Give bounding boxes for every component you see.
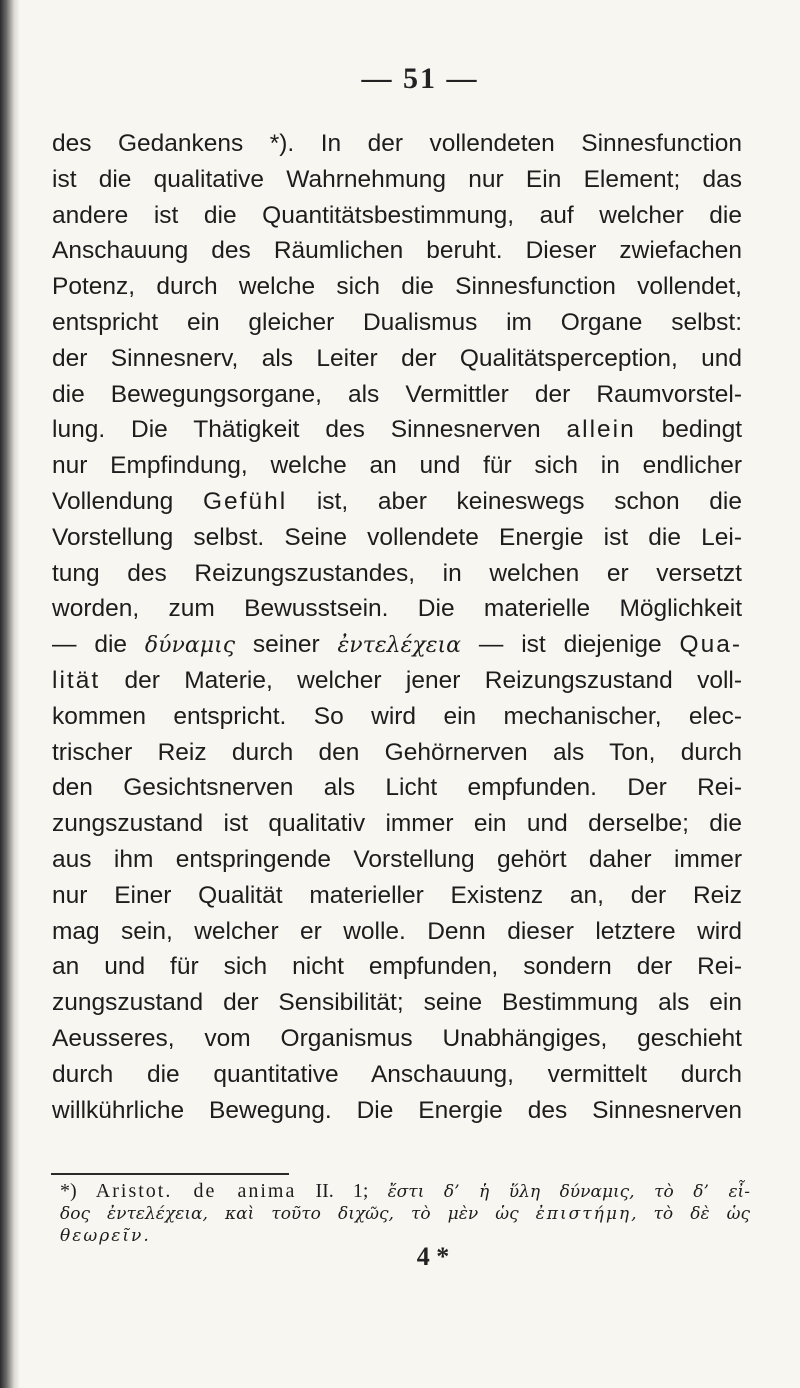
text-line-16-after: der Materie, welcher jener Reizungszustand voll- bbox=[100, 666, 742, 694]
footnote-greek-2a: δος ἐντελέχεια, καὶ τοῦτο διχῶς, τὸ μὲν ὡς bbox=[60, 1204, 536, 1224]
text-line-3: andere ist die Quantitätsbestimmung, auf welcher die bbox=[52, 201, 742, 229]
text-line-15-middle: seiner bbox=[235, 631, 338, 659]
footnote-source-ref: II. 1; bbox=[296, 1180, 388, 1202]
text-line-13: tung des Reizungszustandes, in welchen er versetzt bbox=[52, 559, 742, 587]
text-line-11 bbox=[52, 484, 742, 520]
text-line-28: willkührliche Bewegung. Die Energie des Sinnesnerven bbox=[52, 1096, 742, 1124]
book-spine-shadow bbox=[0, 0, 14, 1388]
text-line-10: nur Empfindung, welche an und für sich in endlicher bbox=[52, 452, 742, 480]
text-line-20: zungszustand ist qualitativ immer ein und derselbe; die bbox=[52, 810, 742, 838]
text-line-1: des Gedankens *). In der vollendeten Sinnesfunction bbox=[52, 130, 742, 157]
text-line-7: der Sinnesnerv, als Leiter der Qualitätsperception, und bbox=[52, 344, 742, 372]
text-line-25: zungszustand der Sensibilität; seine Bestimmung als ein bbox=[52, 989, 742, 1017]
text-line-14: worden, zum Bewusstsein. Die materielle Möglichkeit bbox=[52, 595, 742, 623]
text-line-9-before: lung. Die Thätigkeit des Sinnesnerven bbox=[52, 416, 567, 444]
signature-mark: 4 * bbox=[416, 1242, 450, 1271]
emphasis-qualitaet-part1: Qua- bbox=[679, 631, 743, 659]
text-line-22: nur Einer Qualität materieller Existenz an, der Reiz bbox=[52, 881, 742, 909]
text-line-6: entspricht ein gleicher Dualismus im Organe selbst: bbox=[52, 308, 742, 336]
text-line-9-after: bedingt bbox=[635, 416, 742, 444]
greek-dynamis: δύναμις bbox=[144, 633, 236, 659]
footnote bbox=[60, 1180, 750, 1246]
text-line-21: aus ihm entspringende Vorstellung gehört daher immer bbox=[52, 845, 742, 873]
footnote-line-1 bbox=[60, 1180, 750, 1202]
footnote-rule bbox=[51, 1173, 289, 1175]
emphasis-qualitaet-part2: lität bbox=[52, 666, 101, 694]
text-line-2: ist die qualitative Wahrnehmung nur Ein Element; das bbox=[52, 165, 742, 193]
text-line-26: Aeusseres, vom Organismus Unabhängiges, geschieht bbox=[52, 1024, 742, 1052]
emphasis-allein: allein bbox=[566, 416, 636, 444]
footnote-greek-theorein: θεωρεῖν. bbox=[60, 1226, 151, 1246]
text-line-17: kommen entspricht. So wird ein mechanischer, elec- bbox=[52, 702, 742, 730]
footnote-line-2 bbox=[60, 1202, 750, 1224]
text-line-9 bbox=[52, 412, 742, 448]
text-line-15 bbox=[52, 627, 742, 663]
greek-entelecheia: ἐντελέχεια bbox=[337, 633, 462, 659]
text-line-18: trischer Reiz durch den Gehörnerven als Ton, durch bbox=[52, 738, 742, 766]
text-line-19: den Gesichtsnerven als Licht empfunden. Der Rei- bbox=[52, 774, 742, 802]
emphasis-gefuehl: Gefühl bbox=[202, 487, 288, 515]
text-line-24: an und für sich nicht empfunden, sondern der Rei- bbox=[52, 953, 742, 981]
text-line-15-dash: — ist diejenige bbox=[461, 631, 680, 659]
text-line-12: Vorstellung selbst. Seine vollendete Energie ist die Lei- bbox=[52, 523, 742, 551]
gutter-shadow bbox=[14, 0, 20, 1388]
footnote-source: Aristot. de anima bbox=[95, 1180, 297, 1202]
footnote-greek-episteme: ἐπιστήμη bbox=[535, 1204, 632, 1224]
text-line-15-before: — die bbox=[52, 631, 145, 659]
footnote-marker: *) bbox=[60, 1180, 96, 1202]
text-line-4: Anschauung des Räumlichen beruht. Dieser zwiefachen bbox=[52, 237, 742, 265]
text-line-8: die Bewegungsorgane, als Vermittler der Raumvorstel- bbox=[52, 380, 742, 408]
text-line-23: mag sein, welcher er wolle. Denn dieser letztere wird bbox=[52, 917, 742, 945]
text-line-11-after: ist, aber keineswegs schon die bbox=[287, 487, 742, 515]
text-line-5: Potenz, durch welche sich die Sinnesfunction vollendet, bbox=[52, 273, 742, 301]
footnote-greek-1: ἔστι δ’ ἡ ὕλη δύναμις, τὸ δ’ εἶ- bbox=[387, 1182, 750, 1202]
main-text-block bbox=[52, 126, 742, 1128]
footnote-greek-2b: , τὸ δὲ ὡς bbox=[631, 1204, 750, 1224]
text-line-27: durch die quantitative Anschauung, vermittelt durch bbox=[52, 1060, 742, 1088]
text-line-16 bbox=[52, 663, 742, 699]
page-number: — 51 — bbox=[361, 62, 479, 95]
text-line-11-before: Vollendung bbox=[52, 487, 203, 515]
